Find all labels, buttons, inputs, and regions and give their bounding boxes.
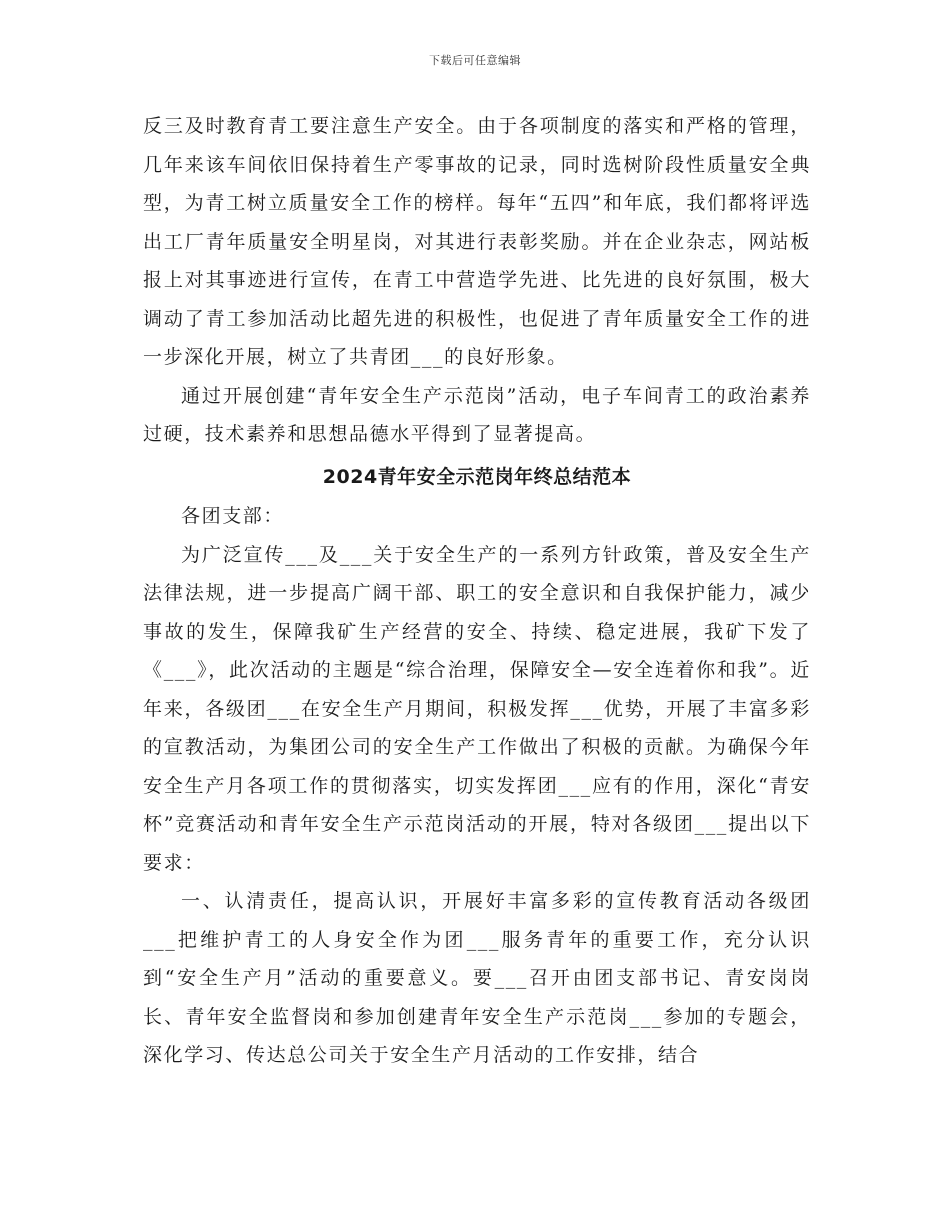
- paragraph-continued: 反三及时教育青工要注意生产安全。由于各项制度的落实和严格的管理，几年来该车间依旧保持着生产零事故的记录，同时选树阶段性质量安全典型，为青工树立质量安全工作的榜样。每年“五四”和年底，我们都将评选出工厂青年质量安全明星岗，对其进行表彰奖励。并在企业杂志，网站板报上对其事迹进行宣传，在青工中营造学先进、比先进的良好氛围，极大调动了青工参加活动比超先进的积极性，也促进了青年质量安全工作的进一步深化开展，树立了共青团___的良好形象。: [143, 115, 811, 368]
- document-body: [143, 107, 811, 1075]
- document-title: 2024青年安全示范岗年终总结范本: [322, 465, 632, 488]
- paragraph-intro: 为广泛宣传___及___关于安全生产的一系列方针政策，普及安全生产法律法规，进一步提高广阔干部、职工的安全意识和自我保护能力，减少事故的发生，保障我矿生产经营的安全、持续、稳定进展，我矿下发了《___》，此次活动的主题是“综合治理，保障安全—安全连着你和我”。近年来，各级团___在安全生产月期间，积极发挥___优势，开展了丰富多彩的宣教活动，为集团公司的安全生产工作做出了积极的贡献。为确保今年安全生产月各项工作的贯彻落实，切实发挥团___应有的作用，深化“青安杯”竞赛活动和青年安全生产示范岗活动的开展，特对各级团___提出以下要求：: [143, 543, 811, 874]
- salutation: 各团支部：: [181, 505, 285, 527]
- paragraph-summary: 通过开展创建“青年安全生产示范岗”活动，电子车间青工的政治素养过硬，技术素养和思想品德水平得到了显著提高。: [143, 384, 811, 445]
- paragraph-requirement-1: 一、认清责任，提高认识，开展好丰富多彩的宣传教育活动各级团___把维护青工的人身安全作为团___服务青年的重要工作，充分认识到“安全生产月”活动的重要意义。要___召开由团支部书记、青安岗岗长、青年安全监督岗和参加创建青年安全生产示范岗___参加的专题会，深化学习、传达总公司关于安全生产月活动的工作安排，结合: [143, 890, 811, 1066]
- page-header-note: 下载后可任意编辑: [429, 54, 521, 67]
